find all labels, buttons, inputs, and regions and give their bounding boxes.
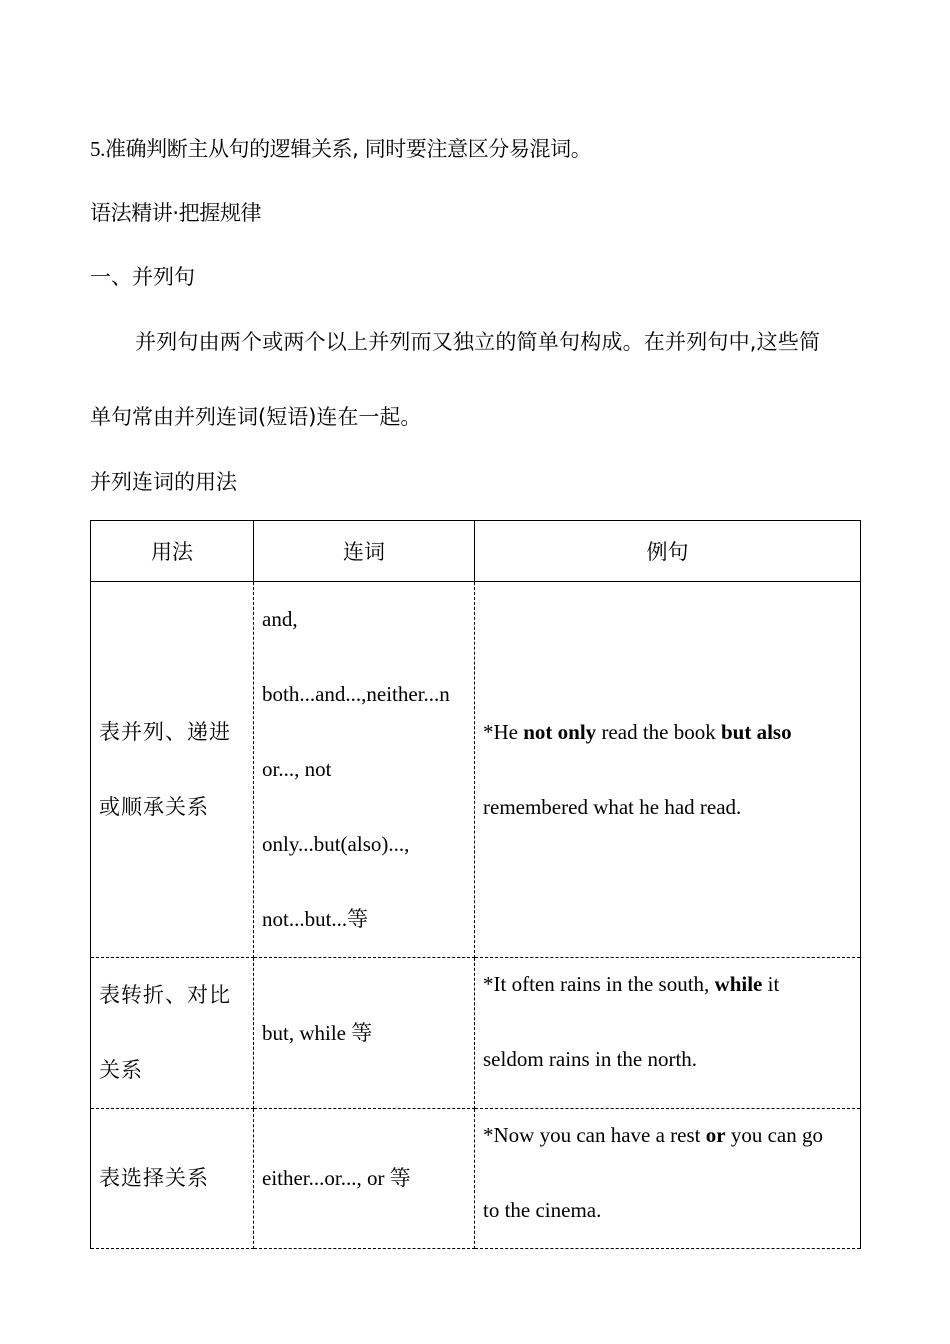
table-caption: 并列连词的用法 xyxy=(90,470,237,494)
header-usage: 用法 xyxy=(91,521,254,582)
example-line: seldom rains in the north. xyxy=(483,1047,698,1071)
example-line xyxy=(483,695,860,770)
example-cell xyxy=(475,958,861,1109)
example-line: to the cinema. xyxy=(483,1198,602,1222)
conjunction-line: but, while 等 xyxy=(262,1020,373,1045)
conjunction-cell xyxy=(254,958,475,1109)
tip-text: 准确判断主从句的逻辑关系, 同时要注意区分易混词。 xyxy=(104,137,592,161)
table-row xyxy=(91,958,861,1109)
example-keyword: or xyxy=(705,1123,726,1147)
usage-line: 或顺承关系 xyxy=(99,794,209,819)
conjunction-line: and, xyxy=(262,607,298,631)
example-text: read the book xyxy=(596,719,721,744)
usage-line: 表选择关系 xyxy=(99,1166,209,1190)
body-paragraph-line-2: 单句常由并列连词(短语)连在一起。 xyxy=(90,405,422,429)
example-line xyxy=(483,958,860,1023)
usage-line: 关系 xyxy=(99,1058,143,1082)
header-example: 例句 xyxy=(475,521,861,582)
example-keyword: but also xyxy=(720,719,792,744)
example-text: *Now you can have a rest xyxy=(483,1123,706,1147)
conjunction-cell xyxy=(254,582,475,958)
example-text: *He xyxy=(483,719,524,744)
example-cell xyxy=(475,582,861,958)
table-row xyxy=(91,582,861,958)
example-line xyxy=(483,1109,860,1174)
subsection-heading-compound-sentence: 一、并列句 xyxy=(90,265,195,289)
usage-cell xyxy=(91,958,254,1109)
paragraph-tip-5 xyxy=(90,134,591,164)
body-paragraph-line-1: 并列句由两个或两个以上并列而又独立的简单句构成。在并列句中,这些简 xyxy=(135,330,821,354)
conjunction-line: both...and...,neither...n xyxy=(262,682,450,706)
conjunction-cell xyxy=(254,1109,475,1249)
conjunction-line: or..., not xyxy=(262,757,332,781)
usage-line: 表转折、对比 xyxy=(99,983,231,1007)
example-text: *It often rains in the south, xyxy=(483,972,715,996)
example-text: you can go xyxy=(725,1123,823,1147)
table-header-row xyxy=(91,521,861,582)
example-cell xyxy=(475,1109,861,1249)
usage-line: 表并列、递进 xyxy=(99,719,231,744)
usage-cell xyxy=(91,1109,254,1249)
example-text: it xyxy=(762,972,780,996)
conjunction-line: either...or..., or 等 xyxy=(262,1166,411,1190)
example-keyword: while xyxy=(714,972,763,996)
conjunction-line: not...but...等 xyxy=(262,907,369,931)
example-keyword: not only xyxy=(523,719,597,744)
header-conjunction: 连词 xyxy=(254,521,475,582)
usage-cell xyxy=(91,582,254,958)
list-number: 5. xyxy=(90,137,105,161)
table-row xyxy=(91,1109,861,1249)
conjunction-usage-table xyxy=(90,520,861,1249)
example-line: remembered what he had read. xyxy=(483,794,742,819)
section-heading-grammar: 语法精讲·把握规律 xyxy=(90,201,262,225)
conjunction-line: only...but(also)..., xyxy=(262,832,410,856)
